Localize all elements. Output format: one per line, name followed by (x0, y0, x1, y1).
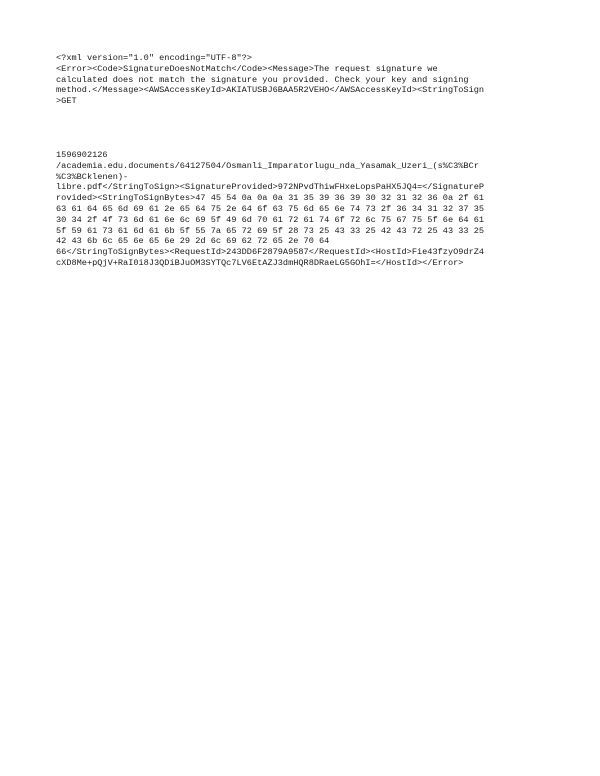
resource-path-continued-line: %C3%BCklenen)- (56, 171, 129, 182)
string-to-sign-method-line: >GET (56, 96, 77, 107)
error-code-line: <Error><Code>SignatureDoesNotMatch</Code><Message>The request signature we (56, 63, 438, 74)
timestamp-line: 1596902126 (56, 149, 108, 160)
xml-body-block (56, 150, 556, 269)
bytes-line: 42 43 6b 6c 65 6e 65 6e 29 2d 6c 69 62 72 65 2e 70 64 (56, 236, 330, 247)
bytes-line: 30 34 2f 4f 73 6d 61 6e 6c 69 5f 49 6d 70 61 72 61 74 6f 72 6c 75 67 75 5f 6e 64 61 (56, 214, 485, 225)
xml-header-block (56, 53, 556, 107)
bytes-line: 63 61 64 65 6d 69 61 2e 65 64 75 2e 64 6f 63 75 6d 65 6e 74 73 2f 36 34 31 32 37 35 (56, 203, 485, 214)
blank-gap (56, 107, 556, 150)
xml-error-document (56, 53, 556, 269)
request-id-line: 66</StringToSignBytes><RequestId>243DD6F2879A9587</RequestId><HostId>Fie43fzyO9drZ4 (56, 247, 485, 258)
host-id-line: cXD8Me+pQjV+RaI0i8J3QDiBJuOM3SYTQc7LV6EtAZJ3dmHQR8DRaeLG5GOhI=</HostId></Error> (56, 257, 464, 268)
resource-path-line: /academia.edu.documents/64127504/Osmanli_Imparatorlugu_nda_Yasamak_Uzeri_(s%C3%BCr (56, 160, 479, 171)
error-message-line: calculated does not match the signature you provided. Check your key and signing (56, 74, 469, 85)
string-to-sign-bytes-line: rovided><StringToSignBytes>47 45 54 0a 0a 0a 31 35 39 36 39 30 32 31 32 36 0a 2f 61 (56, 193, 485, 204)
xml-declaration-line: <?xml version="1.0" encoding="UTF-8"?> (56, 53, 252, 63)
signature-provided-line: libre.pdf</StringToSign><SignatureProvided>972NPvdThiwFHxeLopsPaHX5JQ4=</SignatureP (56, 182, 485, 193)
access-key-line: method.</Message><AWSAccessKeyId>AKIATUSBJ6BAA5R2VEHO</AWSAccessKeyId><StringToSign (56, 85, 485, 96)
bytes-line: 5f 59 61 73 61 6d 61 6b 5f 55 7a 65 72 69 5f 28 73 25 43 33 25 42 43 72 25 43 33 25 (56, 225, 485, 236)
